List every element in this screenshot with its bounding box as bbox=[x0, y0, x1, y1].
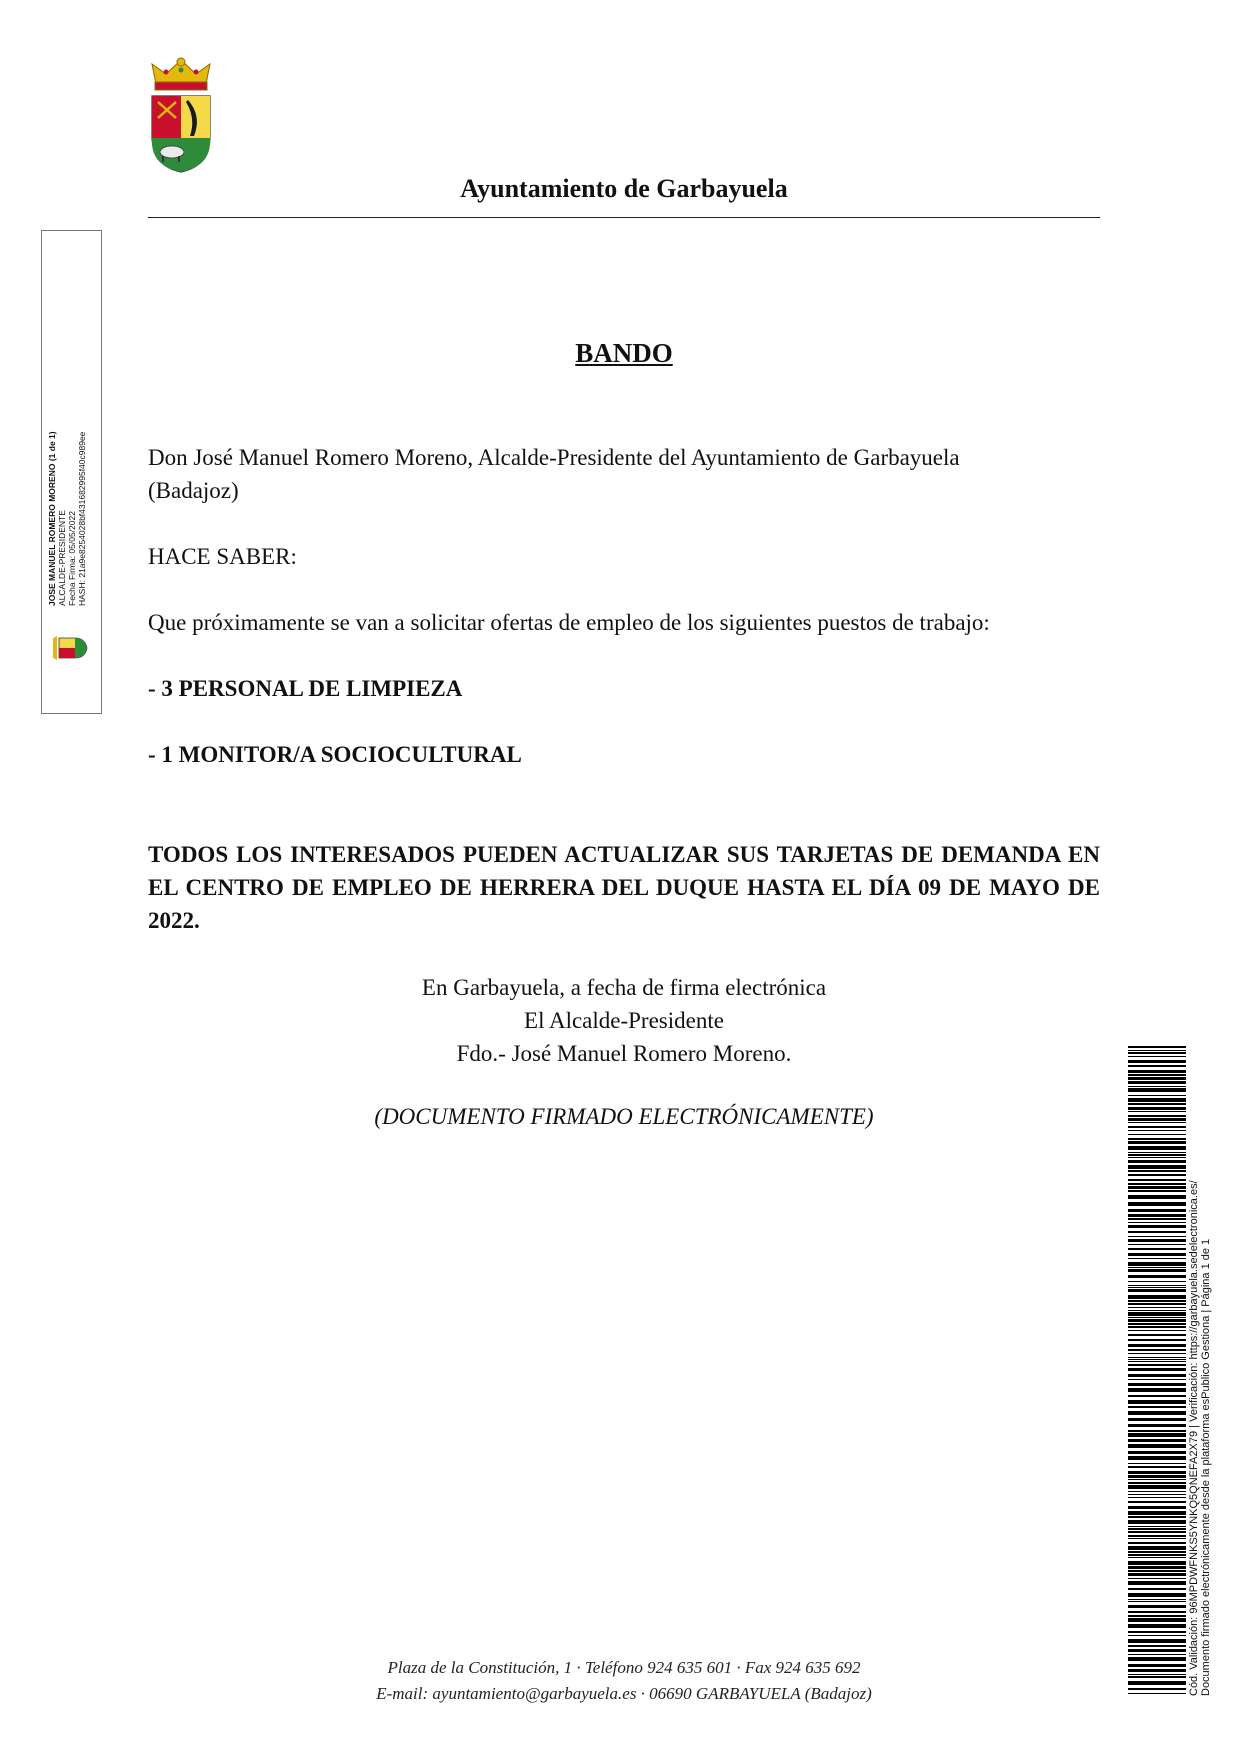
signature-date: Fecha Firma: 05/05/2022 bbox=[67, 511, 77, 606]
announcement-paragraph: Que próximamente se van a solicitar ofertas de empleo de los siguientes puestos de trabajo: bbox=[148, 610, 990, 635]
validation-platform-line: Documento firmado electrónicamente desde la plataforma esPublico Gestiona | Página 1 de 1 bbox=[1200, 1238, 1212, 1696]
intro-main-text: Don José Manuel Romero Moreno, Alcalde-Presidente del Ayuntamiento de Garbayuela bbox=[148, 445, 960, 470]
notice-paragraph: TODOS LOS INTERESADOS PUEDEN ACTUALIZAR SUS TARJETAS DE DEMANDA EN EL CENTRO DE EMPLEO DE HERRERA DEL DUQUE HASTA EL DÍA 09 DE MAYO DE 2022. bbox=[148, 842, 1100, 933]
signer-role-line: El Alcalde-Presidente bbox=[524, 1008, 724, 1033]
signature-signer: JOSE MANUEL ROMERO MORENO (1 de 1) bbox=[47, 431, 57, 606]
validation-text bbox=[1188, 1036, 1212, 1696]
organization-name: Ayuntamiento de Garbayuela bbox=[460, 174, 788, 203]
electronic-signature-note: (DOCUMENTO FIRMADO ELECTRÓNICAMENTE) bbox=[374, 1104, 874, 1129]
signature-stamp-text bbox=[47, 266, 87, 606]
document-title: BANDO bbox=[575, 338, 673, 368]
validation-barcode bbox=[1128, 1046, 1186, 1694]
signature-block bbox=[148, 971, 1100, 1070]
signature-role: ALCALDE-PRESIDENTE bbox=[57, 510, 67, 606]
signed-by-line: Fdo.- José Manuel Romero Moreno. bbox=[456, 1041, 792, 1066]
footer-address: Plaza de la Constitución, 1 · Teléfono 924 635 601 · Fax 924 635 692 bbox=[387, 1658, 861, 1677]
intro-tail-text: (Badajoz) bbox=[148, 478, 239, 503]
signature-crest-icon bbox=[48, 631, 96, 665]
position-item: - 1 MONITOR/A SOCIOCULTURAL bbox=[148, 742, 522, 767]
validation-code-line: Cód. Validación: 96MPDWFNKS5YNKQ5QNEFA2X79 | Verificación: https://garbayuela.sedelectronica.es/ bbox=[1188, 1180, 1200, 1696]
page-footer bbox=[148, 1655, 1100, 1707]
signature-stamp-box bbox=[41, 230, 102, 714]
intro-paragraph bbox=[148, 441, 1100, 507]
header-divider bbox=[148, 217, 1100, 218]
footer-contact: E-mail: ayuntamiento@garbayuela.es · 06690 GARBAYUELA (Badajoz) bbox=[376, 1684, 872, 1703]
hace-saber-heading: HACE SABER: bbox=[148, 544, 297, 569]
position-item: - 3 PERSONAL DE LIMPIEZA bbox=[148, 676, 463, 701]
coat-of-arms-logo bbox=[146, 56, 216, 174]
signature-hash: HASH: 21a9e825402​8bf431682995f40c989ee bbox=[77, 431, 87, 606]
place-date-line: En Garbayuela, a fecha de firma electrónica bbox=[421, 975, 827, 1000]
